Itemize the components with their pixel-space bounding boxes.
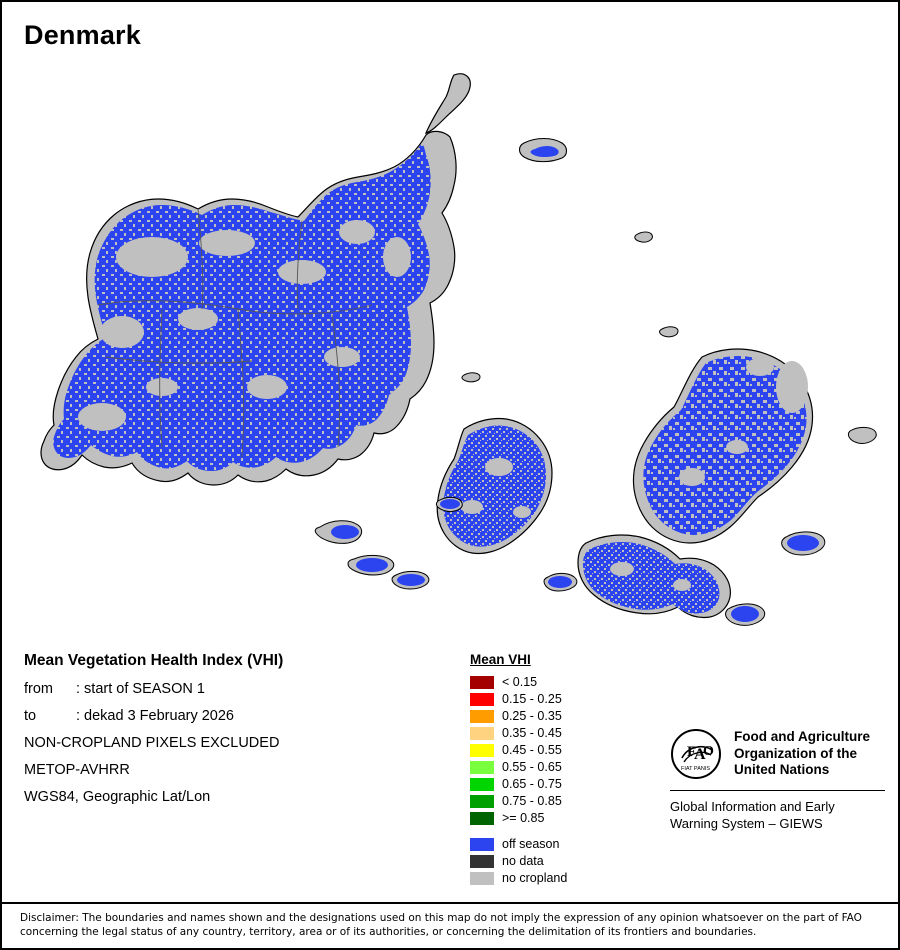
legend-item-no-data (470, 853, 650, 869)
legend-item (470, 742, 650, 758)
info-to-row (24, 708, 454, 724)
info-projection: WGS84, Geographic Lat/Lon (24, 789, 211, 805)
legend-label: 0.35 - 0.45 (502, 725, 562, 740)
legend-swatch (470, 812, 494, 825)
legend-spacer (470, 827, 650, 836)
legend-label: >= 0.85 (502, 810, 545, 825)
jutland-landmass (426, 74, 470, 133)
giews-text (670, 799, 885, 833)
page-title: Denmark (24, 20, 141, 50)
fao-name-line3: United Nations (734, 762, 830, 778)
svg-text:FIAT PANIS: FIAT PANIS (681, 766, 711, 772)
legend-label: 0.25 - 0.35 (502, 708, 562, 723)
giews-line1: Global Information and Early (670, 799, 835, 814)
fao-branding (670, 728, 885, 833)
legend-label: 0.65 - 0.75 (502, 776, 562, 791)
legend-item (470, 810, 650, 826)
svg-text:O: O (703, 744, 714, 759)
legend-swatch (470, 795, 494, 808)
legend-item-off-season (470, 836, 650, 852)
lolland-cropland (583, 542, 719, 614)
vhi-legend (470, 652, 650, 887)
legend-item (470, 674, 650, 690)
fao-name (734, 729, 870, 780)
info-to-label: to (24, 708, 37, 724)
map-canvas[interactable] (2, 57, 898, 637)
fao-logo-icon (670, 728, 722, 780)
legend-swatch (470, 778, 494, 791)
legend-item (470, 725, 650, 741)
legend-label: 0.15 - 0.25 (502, 691, 562, 706)
legend-label: 0.75 - 0.85 (502, 793, 562, 808)
fao-divider (670, 790, 885, 791)
info-to-value: : dekad 3 February 2026 (76, 708, 234, 724)
info-heading: Mean Vegetation Health Index (VHI) (24, 652, 284, 669)
fao-name-line1: Food and Agriculture (734, 728, 870, 744)
legend-swatch (470, 744, 494, 757)
disclaimer-line1: Disclaimer: The boundaries and names shown and the designations used on this map do not imply the expression of any opinion whatsoever on the part of FAO (20, 912, 862, 924)
region-jutland (41, 74, 470, 485)
legend-label: < 0.15 (502, 674, 538, 689)
giews-line2: Warning System – GIEWS (670, 815, 823, 831)
legend-swatch (470, 761, 494, 774)
legend-item (470, 759, 650, 775)
region-lolland-falster (578, 535, 730, 618)
info-from-label: from (24, 681, 53, 697)
region-funen (437, 418, 552, 553)
region-zealand (633, 349, 812, 543)
legend-label: no data (502, 853, 544, 868)
legend-label: 0.55 - 0.65 (502, 759, 562, 774)
fao-name-line2: Organization of the (734, 745, 857, 761)
island-small-north (520, 139, 567, 162)
legend-item-no-cropland (470, 870, 650, 886)
legend-title: Mean VHI (470, 652, 531, 667)
legend-item (470, 793, 650, 809)
info-sensor: METOP-AVHRR (24, 762, 130, 778)
legend-item (470, 776, 650, 792)
legend-item (470, 708, 650, 724)
map-info-block (24, 652, 454, 816)
legend-swatch (470, 855, 494, 868)
legend-swatch (470, 872, 494, 885)
legend-item (470, 691, 650, 707)
svg-text:F: F (687, 744, 697, 760)
disclaimer-line2: concerning the legal status of any country, territory, area or of its authorities, or concerning the delimitation of its frontiers and boundaries. (20, 926, 757, 939)
legend-swatch (470, 676, 494, 689)
legend-label: 0.45 - 0.55 (502, 742, 562, 757)
legend-swatch (470, 727, 494, 740)
disclaimer (2, 902, 898, 948)
legend-swatch (470, 693, 494, 706)
info-from-row (24, 681, 454, 697)
legend-label: no cropland (502, 870, 568, 885)
legend-label: off season (502, 836, 560, 851)
info-pixels-note: NON-CROPLAND PIXELS EXCLUDED (24, 735, 280, 751)
svg-text:A: A (694, 746, 706, 763)
fao-top-row (670, 728, 885, 780)
legend-swatch (470, 838, 494, 851)
info-from-value: : start of SEASON 1 (76, 681, 205, 697)
legend-swatch (470, 710, 494, 723)
